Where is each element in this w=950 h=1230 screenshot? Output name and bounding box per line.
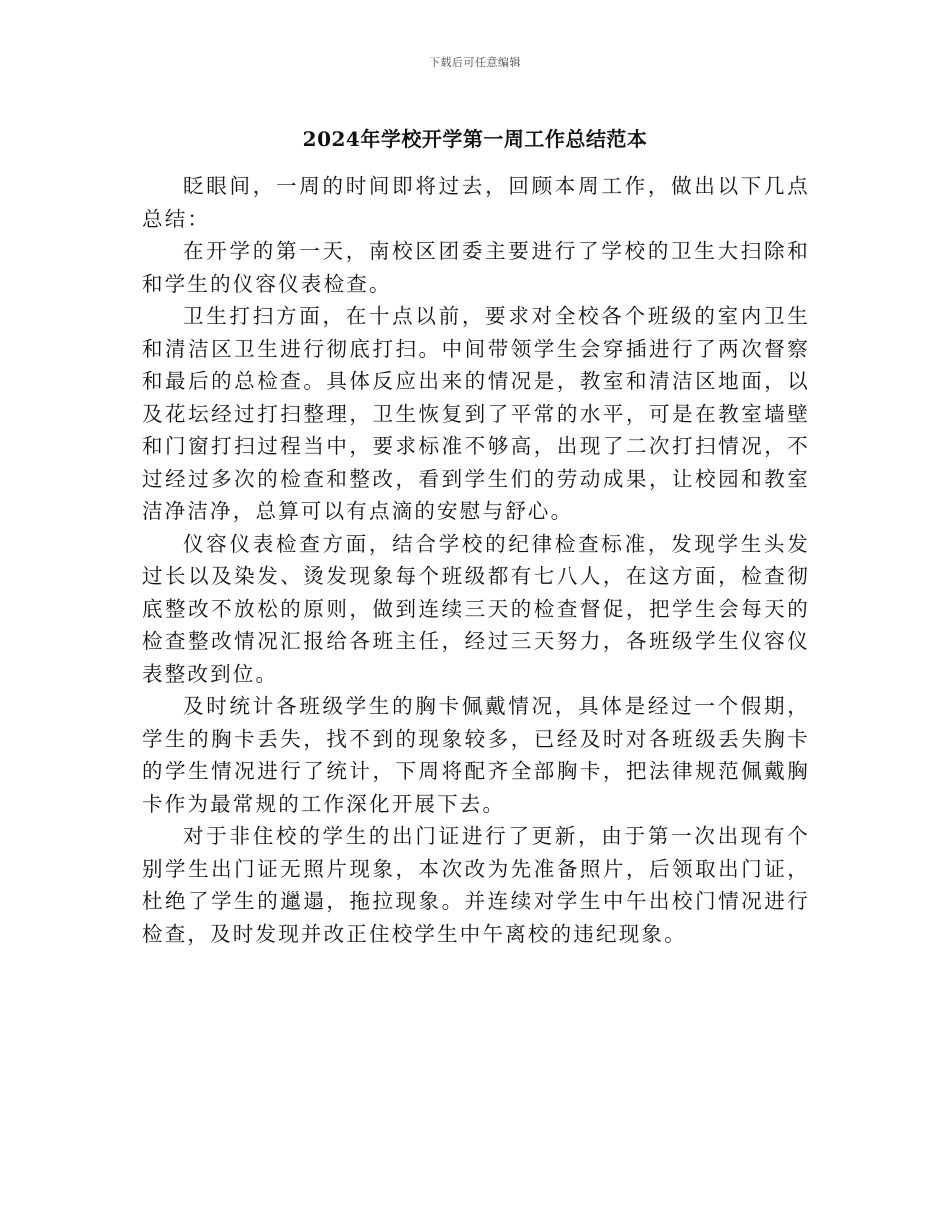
paragraph-intro: 眨眼间，一周的时间即将过去，回顾本周工作，做出以下几点总结： bbox=[142, 174, 810, 231]
paragraph-exit-pass: 对于非住校的学生的出门证进行了更新，由于第一次出现有个别学生出门证无照片现象，本次改为先准备照片，后领取出门证，杜绝了学生的邋遢，拖拉现象。并连续对学生中午出校门情况进行检查，及时发现并改正住校学生中午离校的违纪现象。 bbox=[142, 824, 810, 946]
paragraph-cleaning: 卫生打扫方面，在十点以前，要求对全校各个班级的室内卫生和清洁区卫生进行彻底打扫。中间带领学生会穿插进行了两次督察和最后的总检查。具体反应出来的情况是，教室和清洁区地面，以及花坛经过打扫整理，卫生恢复到了平常的水平，可是在教室墙壁和门窗打扫过程当中，要求标准不够高，出现了二次打扫情况，不过经过多次的检查和整改，看到学生们的劳动成果，让校园和教室洁净洁净，总算可以有点滴的安慰与舒心。 bbox=[142, 304, 810, 523]
paragraph-badge-statistics: 及时统计各班级学生的胸卡佩戴情况，具体是经过一个假期，学生的胸卡丢失，找不到的现象较多，已经及时对各班级丢失胸卡的学生情况进行了统计，下周将配齐全部胸卡，把法律规范佩戴胸卡作为最常规的工作深化开展下去。 bbox=[142, 694, 810, 816]
paragraph-first-day: 在开学的第一天，南校区团委主要进行了学校的卫生大扫除和和学生的仪容仪表检查。 bbox=[142, 239, 810, 296]
document-body bbox=[142, 170, 810, 950]
document-title: 2024年学校开学第一周工作总结范本 bbox=[302, 127, 648, 151]
header-note: 下载后可任意编辑 bbox=[429, 56, 521, 69]
paragraph-appearance-check: 仪容仪表检查方面，结合学校的纪律检查标准，发现学生头发过长以及染发、烫发现象每个班级都有七八人，在这方面，检查彻底整改不放松的原则，做到连续三天的检查督促，把学生会每天的检查整改情况汇报给各班主任，经过三天努力，各班级学生仪容仪表整改到位。 bbox=[142, 531, 810, 686]
